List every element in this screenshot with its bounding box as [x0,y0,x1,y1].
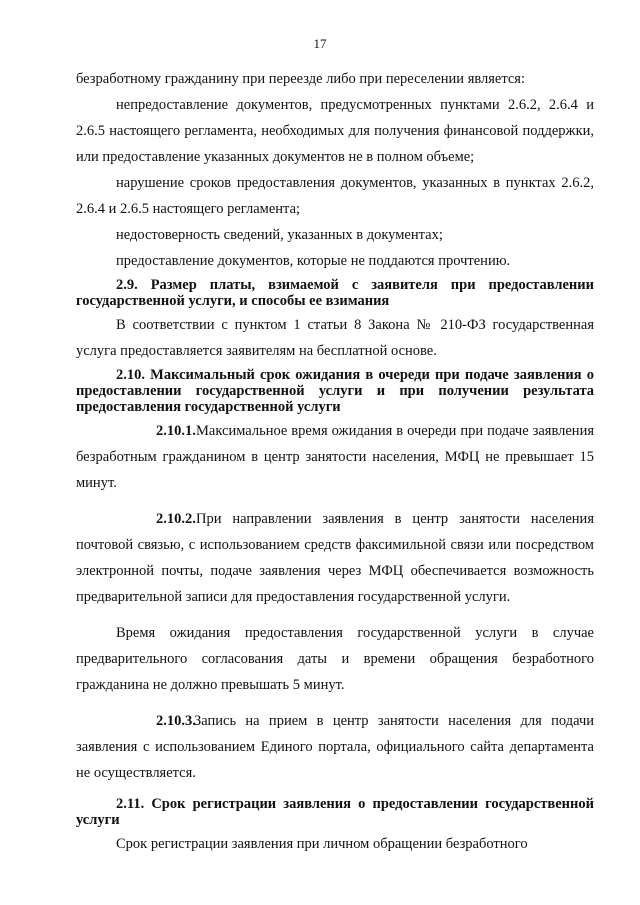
clause-number: 2.10.1. [156,423,196,439]
section-heading-2-10: 2.10. Максимальный срок ожидания в очереди при подаче заявления о предоставлении государственной услуги и при получении результата предоставления государственной услуги [76,367,594,415]
section-heading-2-9: 2.9. Размер платы, взимаемой с заявителя при предоставлении государственной услуги, и способы ее взимания [76,277,594,309]
list-item: непредоставление документов, предусмотренных пунктами 2.6.2, 2.6.4 и 2.6.5 настоящего регламента, необходимых для получения финансовой поддержки, или предоставление указанных документов не в полном объеме; [76,97,594,165]
page-number: 17 [313,36,327,51]
section-2-11-text: Срок регистрации заявления при личном обращении безработного [116,836,528,852]
clause-text: Запись на прием в центр занятости населения для подачи заявления с использованием Единого портала, официального сайта департамента не осуществляется. [76,713,594,781]
paragraph-waiting-time: Время ожидания предоставления государственной услуги в случае предварительного согласования даты и времени обращения безработного гражданина не должно превышать 5 минут. [76,625,594,693]
list-item: предоставление документов, которые не поддаются прочтению. [116,253,511,269]
paragraph-2-10-3 [76,708,594,786]
document-body [76,66,594,857]
paragraph-intro: безработному гражданину при переезде либо при переселении является: [76,71,526,87]
clause-number: 2.10.2. [156,511,196,527]
section-heading-2-11: 2.11. Срок регистрации заявления о предоставлении государственной услуги [76,796,594,828]
clause-number: 2.10.3. [156,713,196,729]
list-item: недостоверность сведений, указанных в документах; [116,227,443,243]
clause-text: Максимальное время ожидания в очереди при подаче заявления безработным гражданином в центр занятости населения, МФЦ не превышает 15 минут. [76,423,594,491]
paragraph-2-10-2 [76,506,594,610]
list-item: нарушение сроков предоставления документов, указанных в пунктах 2.6.2, 2.6.4 и 2.6.5 настоящего регламента; [76,175,594,217]
section-2-9-text: В соответствии с пунктом 1 статьи 8 Закона № 210-ФЗ государственная услуга предоставляется заявителям на бесплатной основе. [76,317,594,359]
clause-text: При направлении заявления в центр занятости населения почтовой связью, с использованием средств факсимильной связи или посредством электронной почты, подаче заявления через МФЦ обеспечивается возможность предварительной записи для предоставления государственной услуги. [76,511,594,605]
paragraph-2-10-1 [76,418,594,496]
